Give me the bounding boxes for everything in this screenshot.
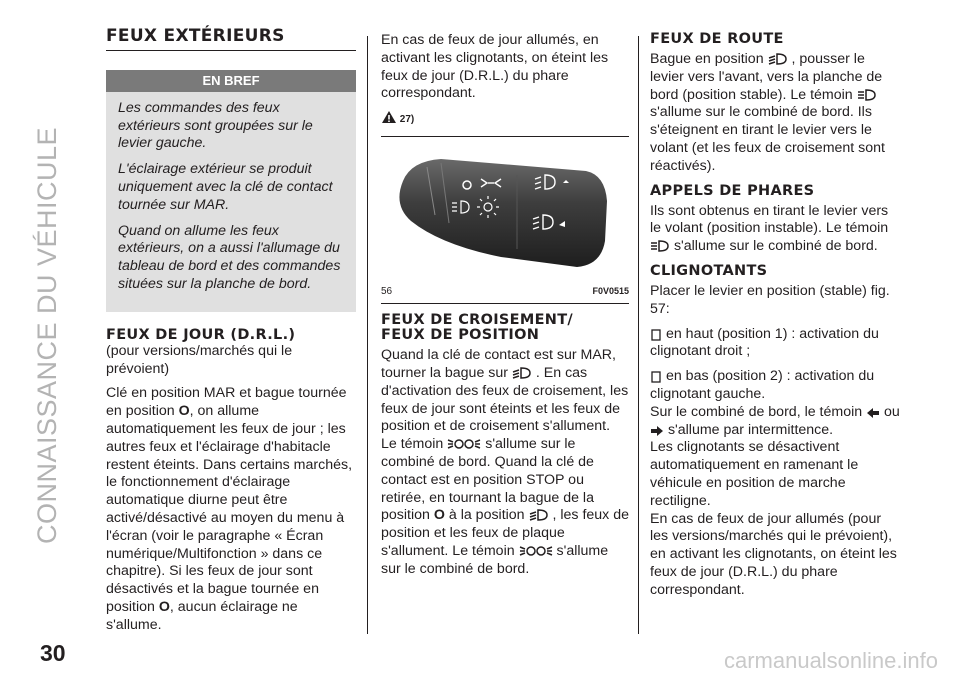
indicators-intro: Placer le levier en position (stable) fig. 57: <box>650 282 890 317</box>
drl-heading: FEUX DE JOUR (D.R.L.) <box>106 326 296 343</box>
warning-triangle-icon <box>381 110 397 124</box>
low-beam-icon <box>512 366 532 380</box>
figure-number: 56 <box>381 286 393 298</box>
column-3 <box>650 28 900 607</box>
low-beam-icon <box>529 508 549 522</box>
indicators-auto-off: Les clignotants se désactivent automatiquement en ramenant le véhicule en position de marche rectiligne. <box>650 439 859 509</box>
bullet-square-icon <box>650 371 662 383</box>
sidebar-chapter-title: CONNAISSANCE DU VÉHICULE <box>32 126 63 544</box>
column-divider-2 <box>638 36 639 634</box>
light-switch-stalk-illustration <box>381 141 629 291</box>
arrow-right-icon <box>650 425 664 437</box>
arrow-left-icon <box>866 407 880 419</box>
list-item: en haut (position 1) : activation du clignotant droit ; <box>650 325 879 360</box>
list-item: en bas (position 2) : activation du clignotant gauche. <box>650 368 875 402</box>
drl-paragraph: Clé en position MAR et bague tournée en position O, on allume automatiquement les feux de jour ; les autres feux et l'éclairage d'habitacle restent éteints. Dans certains marchés, le fonctionnement d'éclairage automatique diurne peut être activé/désactivé au moyen du menu à l'écran (voir le paragraphe « Écran numérique/Multifonction » dans ce chapitre). Si les feux de jour sont désactivés et la bague tournée en position O, aucun éclairage ne s'allume. <box>106 385 353 633</box>
brief-item: Les commandes des feux extérieurs sont groupées sur le levier gauche. <box>118 99 313 152</box>
low-beam-heading: FEUX DE CROISEMENT/ FEUX DE POSITION <box>381 312 574 344</box>
watermark: carmanualsonline.info <box>723 648 938 673</box>
high-beam-heading: FEUX DE ROUTE <box>650 31 784 47</box>
warning-reference: 27) <box>381 110 629 132</box>
column-2 <box>381 28 629 586</box>
figure-56 <box>381 136 629 304</box>
low-beam-paragraph: Quand la clé de contact est sur MAR, tourner la bague sur . En cas d'activation des feux de croisement, les feux de jour sont éteints et les feux de position et de croisement s'allument. Le témoin s'allume sur le combiné de bord. Quand la clé de contact est en position STOP ou retirée, en tournant la bague de la position O à la position , les feux de position et les feux de plaque s'allument. Le témoin s'allume sur le combiné de bord. <box>381 347 629 577</box>
indicators-drl-note: En cas de feux de jour allumés (pour les versions/marchés qui le prévoient), en activant les clignotants, on éteint les feux de jour (D.R.L.) du phare correspondant. <box>650 510 897 598</box>
high-beam-icon <box>650 239 670 253</box>
high-beam-icon <box>857 88 877 102</box>
column-divider-1 <box>367 36 368 634</box>
page-number: 30 <box>40 640 66 666</box>
bullet-square-icon <box>650 329 662 341</box>
column-1 <box>106 28 356 642</box>
high-beam-paragraph: Bague en position , pousser le levier vers l'avant, vers la planche de bord (position stable). Le témoin s'allume sur le combiné de bord. Ils s'éteignent en tirant le levier vers le volant (et les feux de croisement sont réactivés). <box>650 51 886 174</box>
indicators-paragraph: Sur le combiné de bord, le témoin ou s'allume par intermittence. <box>650 403 900 438</box>
section-title: FEUX EXTÉRIEURS <box>106 28 356 51</box>
position-lights-icon <box>447 437 481 451</box>
brief-title: EN BREF <box>106 70 356 92</box>
figure-code: F0V0515 <box>592 286 629 297</box>
drl-subtitle: (pour versions/marchés qui le prévoient) <box>106 342 293 377</box>
low-beam-icon <box>768 52 788 66</box>
flash-heading: APPELS DE PHARES <box>650 182 815 199</box>
brief-box <box>106 70 356 312</box>
indicators-heading: CLIGNOTANTS <box>650 262 768 279</box>
position-lights-icon <box>519 544 553 558</box>
brief-item: Quand on allume les feux extérieurs, on a aussi l'allumage du tableau de bord et des commandes situées sur la planche de bord. <box>118 222 341 292</box>
brief-item: L'éclairage extérieur se produit uniquement avec la clé de contact tournée sur MAR. <box>118 161 333 213</box>
flash-paragraph: Ils sont obtenus en tirant le levier vers le volant (position instable). Le témoin s'allume sur le combiné de bord. <box>650 202 889 255</box>
drl-turn-paragraph: En cas de feux de jour allumés, en activant les clignotants, on éteint les feux de jour (D.R.L.) du phare correspondant. <box>381 32 609 102</box>
